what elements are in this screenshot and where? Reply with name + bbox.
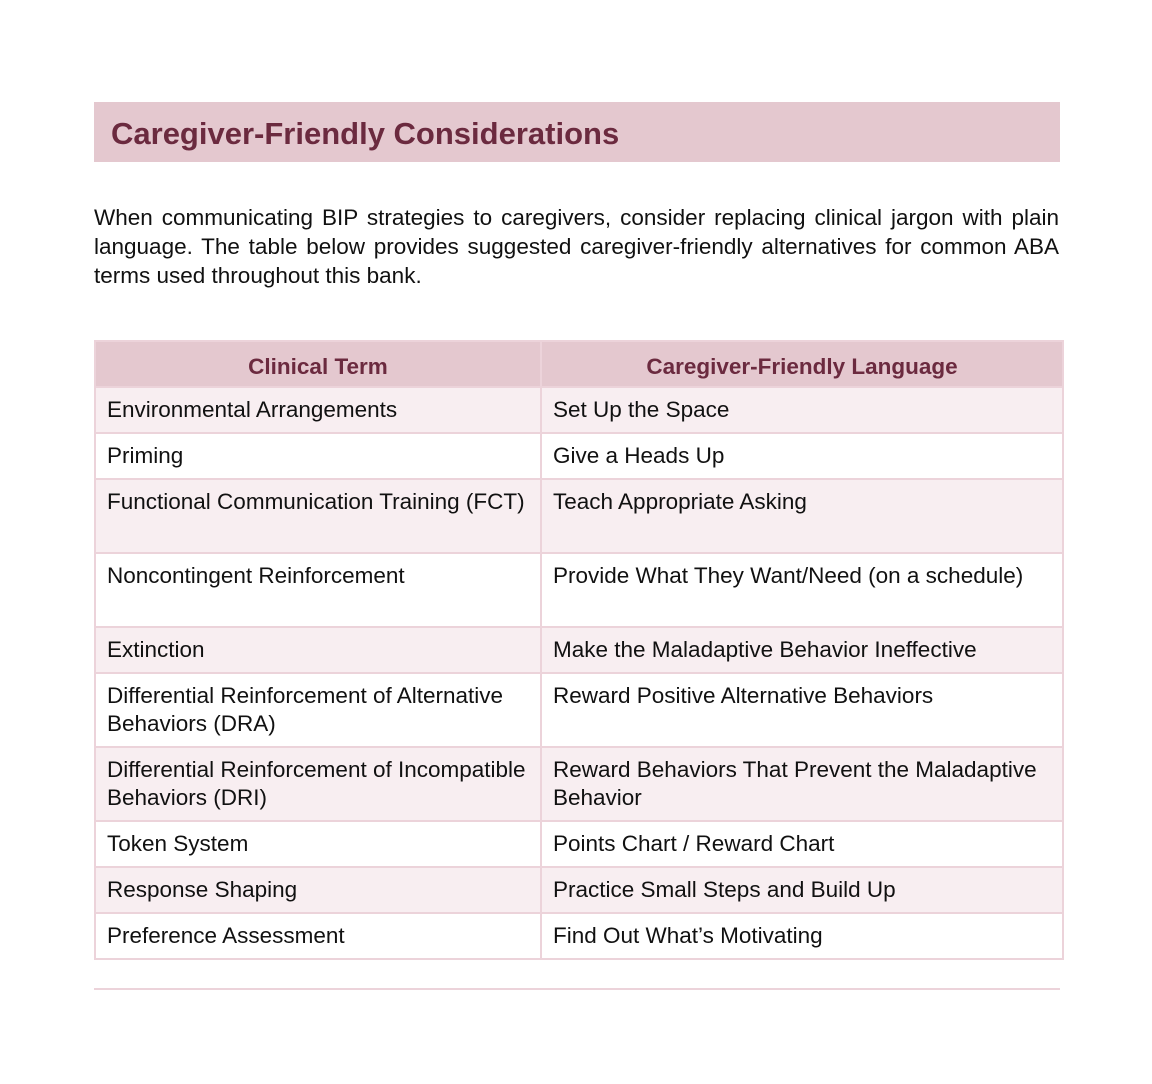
clinical-term-cell: Token System <box>95 821 541 867</box>
intro-paragraph: When communicating BIP strategies to caregivers, consider replacing clinical jargon with plain language. The table below provides suggested caregiver-friendly alternatives for common ABA terms used throughout this bank. <box>94 205 1059 288</box>
section-header-band <box>94 102 1060 162</box>
table-row <box>95 387 1063 433</box>
caregiver-language-cell: Provide What They Want/Need (on a schedule) <box>541 553 1063 627</box>
table-row <box>95 913 1063 959</box>
clinical-term-cell: Priming <box>95 433 541 479</box>
caregiver-language-cell: Set Up the Space <box>541 387 1063 433</box>
clinical-term-cell: Environmental Arrangements <box>95 387 541 433</box>
caregiver-language-cell: Teach Appropriate Asking <box>541 479 1063 553</box>
table-row <box>95 867 1063 913</box>
clinical-term-cell: Noncontingent Reinforcement <box>95 553 541 627</box>
clinical-term-cell: Differential Reinforcement of Alternative Behaviors (DRA) <box>95 673 541 747</box>
table-row <box>95 479 1063 553</box>
caregiver-language-cell: Points Chart / Reward Chart <box>541 821 1063 867</box>
caregiver-language-cell: Give a Heads Up <box>541 433 1063 479</box>
caregiver-language-cell: Make the Maladaptive Behavior Ineffective <box>541 627 1063 673</box>
table-row <box>95 433 1063 479</box>
footer-divider <box>94 988 1060 990</box>
section-title: Caregiver-Friendly Considerations <box>111 116 620 151</box>
clinical-term-cell: Differential Reinforcement of Incompatible Behaviors (DRI) <box>95 747 541 821</box>
table-row <box>95 627 1063 673</box>
caregiver-language-cell: Find Out What’s Motivating <box>541 913 1063 959</box>
column-header-caregiver-language: Caregiver-Friendly Language <box>541 341 1063 387</box>
clinical-term-cell: Extinction <box>95 627 541 673</box>
caregiver-language-cell: Reward Positive Alternative Behaviors <box>541 673 1063 747</box>
table-row <box>95 553 1063 627</box>
clinical-term-cell: Response Shaping <box>95 867 541 913</box>
table-header-row <box>95 341 1063 387</box>
table-row <box>95 747 1063 821</box>
clinical-term-cell: Functional Communication Training (FCT) <box>95 479 541 553</box>
caregiver-language-cell: Reward Behaviors That Prevent the Maladaptive Behavior <box>541 747 1063 821</box>
clinical-term-cell: Preference Assessment <box>95 913 541 959</box>
caregiver-language-cell: Practice Small Steps and Build Up <box>541 867 1063 913</box>
column-header-clinical-term: Clinical Term <box>95 341 541 387</box>
terms-table <box>94 340 1064 960</box>
table-row <box>95 673 1063 747</box>
table-row <box>95 821 1063 867</box>
